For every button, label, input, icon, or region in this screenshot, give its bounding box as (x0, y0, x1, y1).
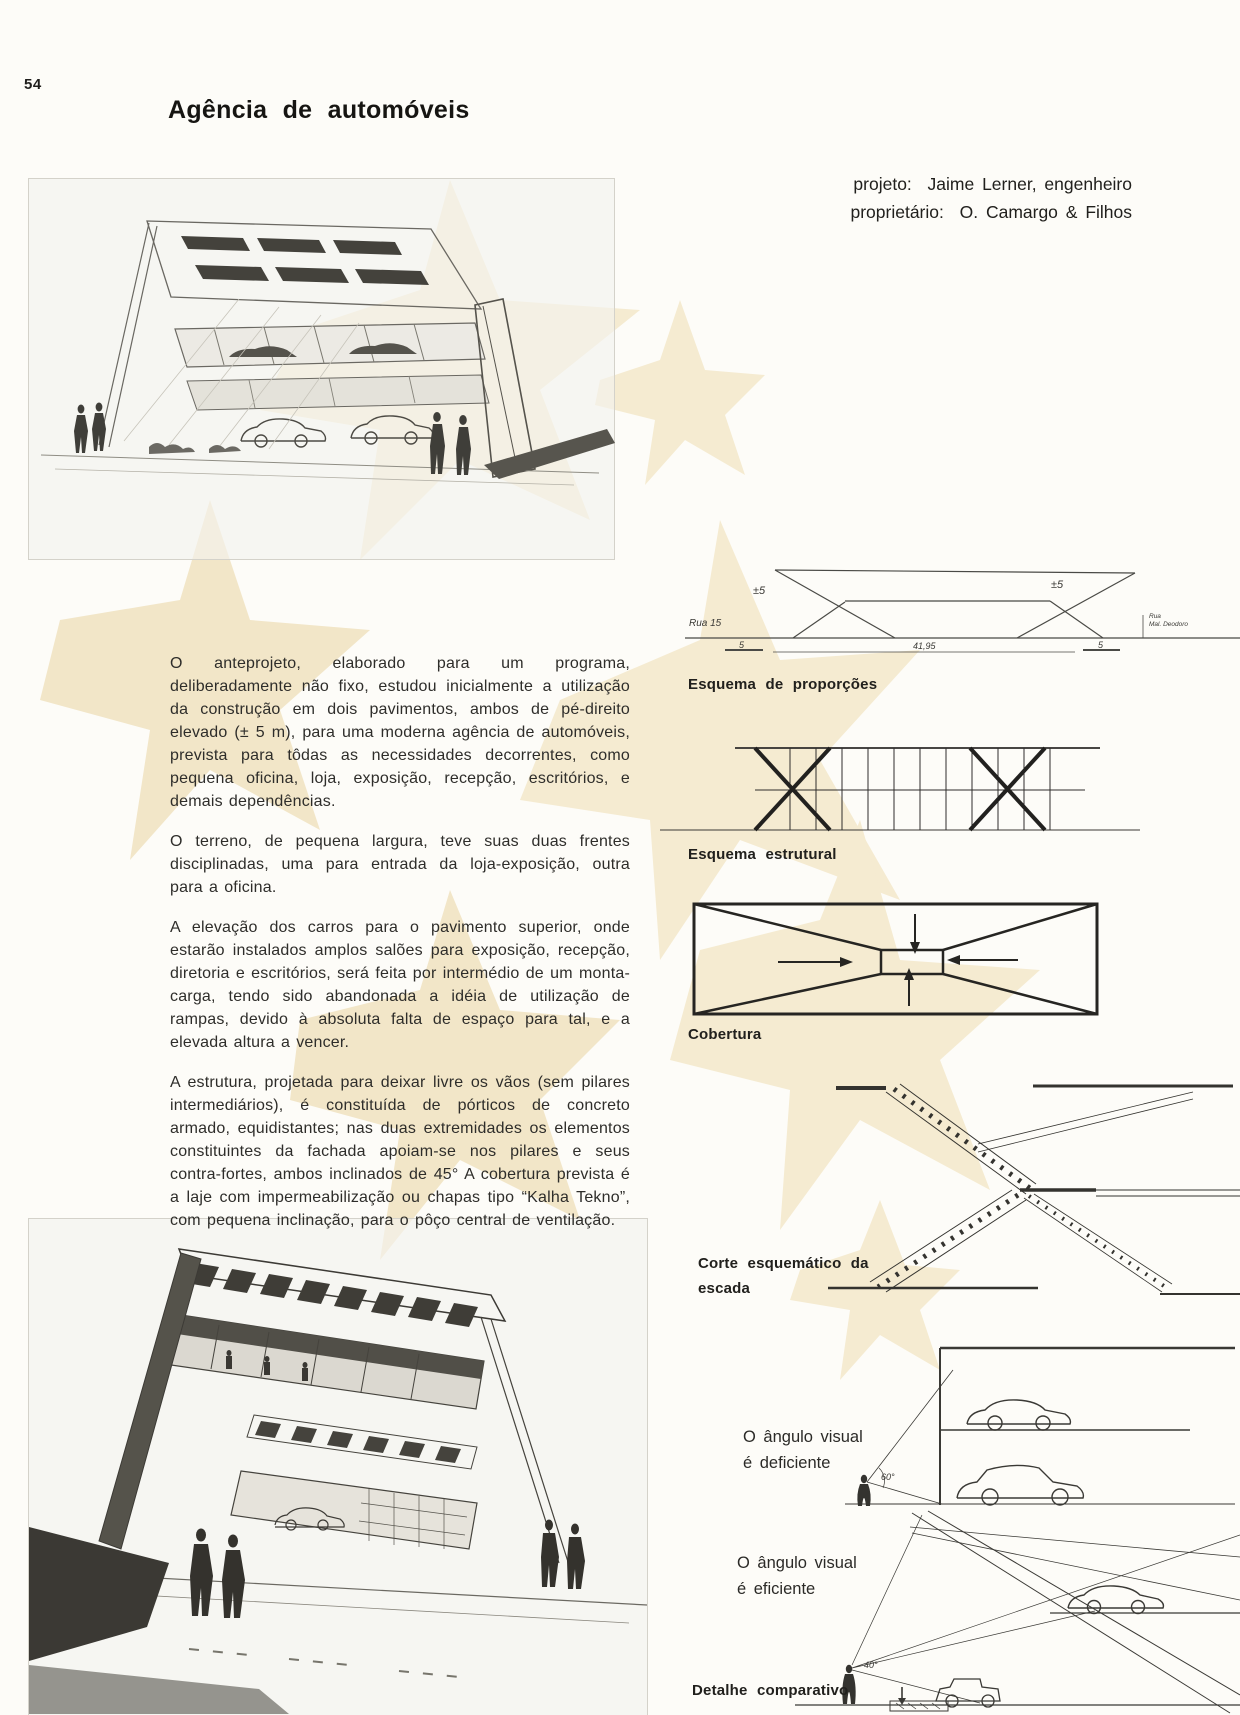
credit-proprietario-value: O. Camargo & Filhos (959, 202, 1132, 222)
mid-louvers-bottom (255, 1421, 461, 1463)
dim-label-center: 41,95 (913, 641, 936, 651)
paragraph-1: O anteprojeto, elaborado para um programa, deliberadamente não fixo, estudou inicialmente a utilização da construção em dois pavimentos, ambos de pé-direito elevado (± 5 m), para uma moderna agência de automóveis, prevista para tôdas as necessidades decorrentes, como pequena oficina, loja, exposição, recepção, escritórios, e demais dependências. (170, 655, 630, 810)
perspective-rendering-bottom (28, 1218, 648, 1715)
caption-detalhe-comparativo: Detalhe comparativo (692, 1682, 849, 1699)
dim-label-right: 5 (1098, 640, 1104, 650)
diagram-cobertura (688, 898, 1103, 1020)
caption-corte-escada-line2: escada (698, 1280, 751, 1297)
project-credits (850, 170, 1132, 226)
label-angulo-deficiente-line2: é deficiente (743, 1454, 831, 1472)
slope-label-left: ±5 (753, 585, 766, 597)
credit-projeto-value: Jaime Lerner, engenheiro (927, 174, 1132, 194)
slope-label-right: ±5 (1051, 579, 1064, 591)
page-title: Agência de automóveis (168, 96, 470, 124)
street-label-right-line1: Rua (1149, 613, 1161, 620)
street-label-right-line2: Mal. Deodoro (1149, 621, 1189, 628)
paragraph-2: O terreno, de pequena largura, teve suas duas frentes disciplinadas, uma para entrada da loja-exposição, outra para a oficina. (170, 833, 630, 896)
credit-proprietario-label: proprietário: (850, 202, 944, 222)
monta-carga-platform (890, 1701, 948, 1711)
credit-proprietario (850, 198, 1132, 226)
pedestrians (74, 403, 471, 476)
caption-corte-escada (698, 1251, 878, 1301)
roof-louvers-bottom (186, 1263, 478, 1327)
caption-cobertura: Cobertura (688, 1026, 762, 1043)
caption-corte-escada-line1: Corte esquemático da (698, 1255, 869, 1272)
angle-label-60: 60° (881, 1472, 895, 1482)
page-number: 54 (24, 76, 42, 93)
angle-label-40: 40° (864, 1660, 878, 1670)
car-upper-floor (967, 1400, 1070, 1430)
label-angulo-deficiente-line1: O ângulo visual (743, 1428, 863, 1446)
diagram-angulo-deficiente (845, 1330, 1235, 1512)
credit-projeto-label: projeto: (853, 174, 912, 194)
car-ground-floor (957, 1465, 1083, 1505)
article-text (170, 652, 630, 1249)
building-sketch-bottom (29, 1219, 647, 1714)
diagram-esquema-proporcoes (655, 560, 1240, 660)
street-label-rua-15: Rua 15 (689, 618, 722, 629)
paragraph-3: A elevação dos carros para o pavimento superior, onde estarão instalados amplos salões para exposição, recepção, diretoria e escritórios, será feita por intermédio de um monta-carga, tendo sido abandonada a idéia de utilização de rampas, devido à absoluta falta de espaço para tal, e a elevada altura a vencer. (170, 919, 630, 1051)
diagram-corte-escada (828, 1068, 1240, 1300)
jeep-car (936, 1679, 1000, 1707)
diagram-esquema-estrutural (660, 742, 1140, 834)
label-angulo-eficiente-line2: é eficiente (737, 1580, 816, 1598)
perspective-rendering-top (28, 178, 615, 560)
building-sketch-top (29, 179, 616, 561)
showroom-cars (241, 416, 434, 447)
caption-esquema-estrutural: Esquema estrutural (688, 846, 837, 863)
car-upper-level (1068, 1586, 1163, 1614)
paragraph-4: A estrutura, projetada para deixar livre os vãos (sem pilares intermediários), é constituída de pórticos de concreto armado, equidistantes; nas duas extremidades os elementos constituintes da fachada apoiam-se nos pilares e seus contra-fortes, ambos inclinados de 45° A cobertura prevista é a laje com impermeabilização ou chapas tipo “Kalha Tekno”, com pequena inclinação, para o pôço central de ventilação. (170, 1074, 630, 1229)
credit-projeto (850, 170, 1132, 198)
caption-esquema-proporcoes: Esquema de proporções (688, 676, 878, 693)
label-angulo-eficiente-line1: O ângulo visual (737, 1554, 857, 1572)
dim-label-left: 5 (739, 640, 745, 650)
roof-louvers (181, 236, 429, 285)
